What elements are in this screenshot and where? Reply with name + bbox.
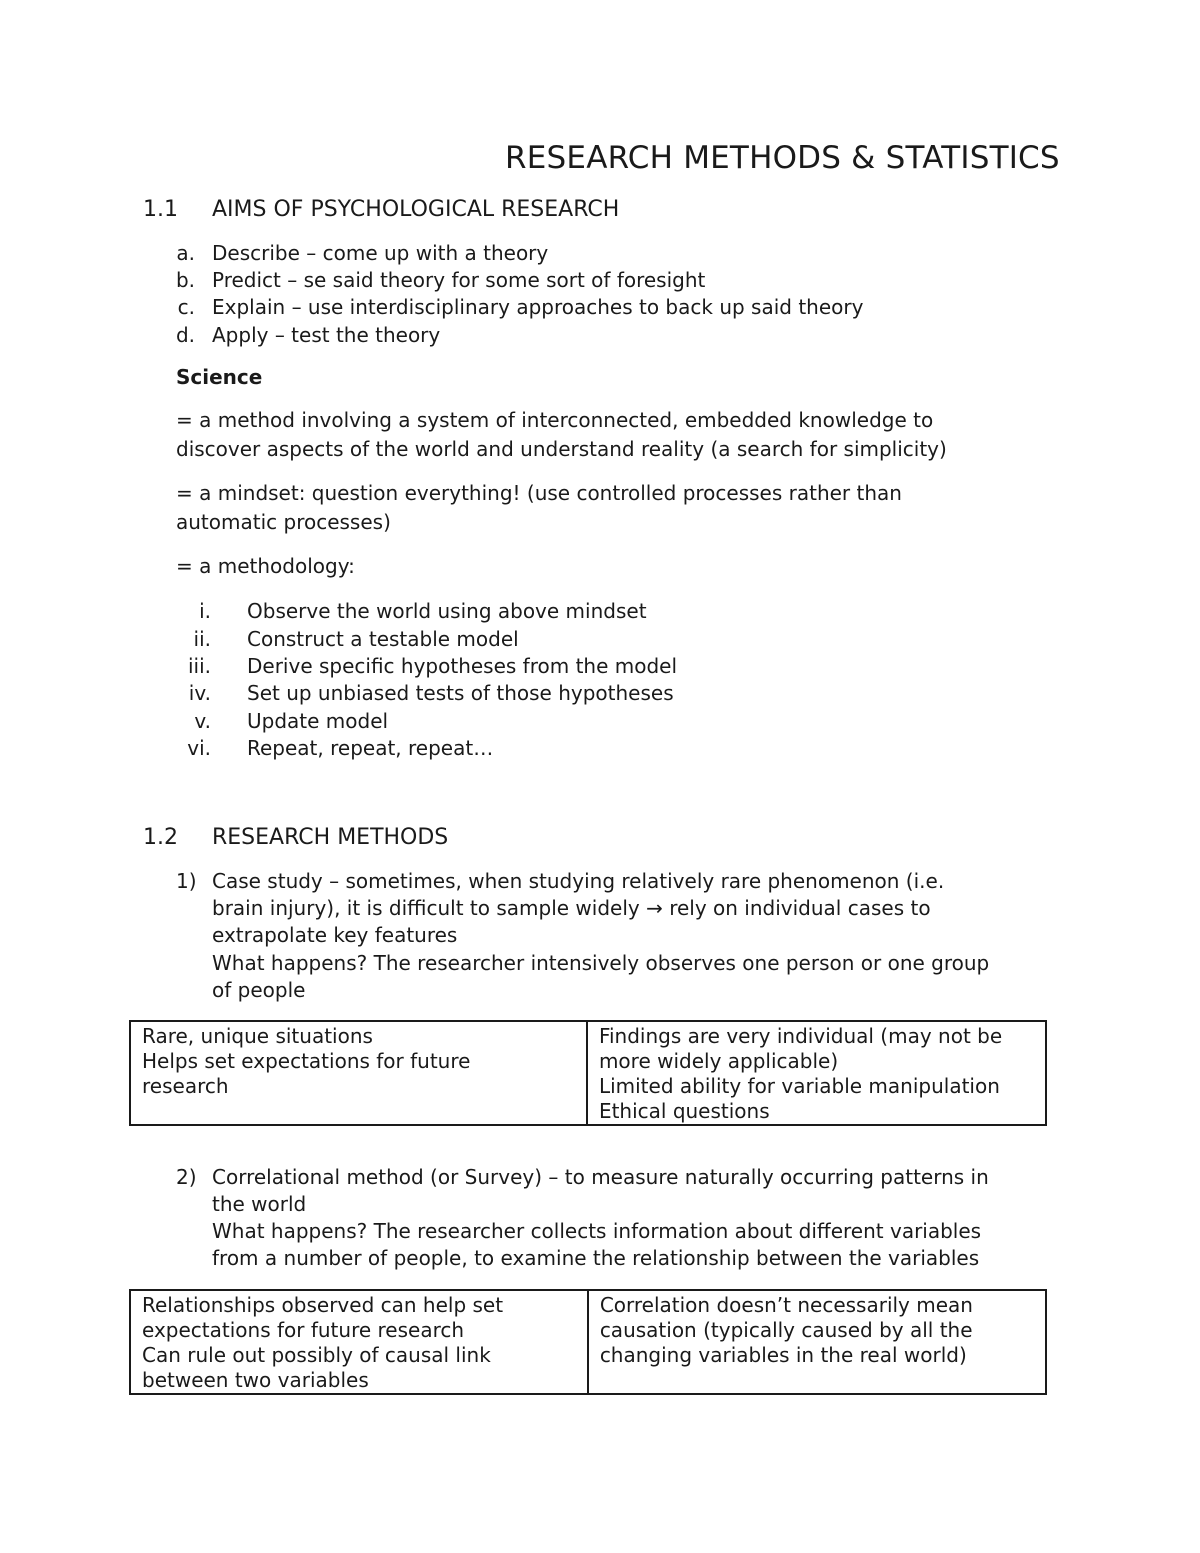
method-2-marker: 2) bbox=[176, 1165, 197, 1189]
method-1-line: Case study – sometimes, when studying relatively rare phenomenon (i.e. bbox=[212, 869, 945, 893]
pros-item: Rare, unique situations bbox=[142, 1024, 373, 1048]
method-2-line: Correlational method (or Survey) – to measure naturally occurring patterns in bbox=[212, 1165, 989, 1189]
table-row bbox=[130, 1290, 1046, 1394]
step-marker: iv. bbox=[188, 681, 211, 705]
step-marker: i. bbox=[199, 599, 211, 623]
section-2-number: 1.2 bbox=[143, 825, 178, 850]
aim-marker: c. bbox=[177, 295, 195, 319]
science-heading: Science bbox=[176, 365, 263, 389]
step-item: Construct a testable model bbox=[247, 627, 519, 651]
aim-item: Predict – se said theory for some sort of foresight bbox=[212, 268, 706, 292]
science-definition-line: = a method involving a system of interconnected, embedded knowledge to bbox=[176, 408, 934, 432]
cons-item: causation (typically caused by all the bbox=[599, 1318, 973, 1342]
step-item: Observe the world using above mindset bbox=[247, 599, 647, 623]
science-definition-line: discover aspects of the world and understand reality (a search for simplicity) bbox=[176, 437, 947, 461]
step-item: Update model bbox=[247, 709, 389, 733]
method-2-line: What happens? The researcher collects information about different variables bbox=[212, 1219, 982, 1243]
section-2-title: RESEARCH METHODS bbox=[212, 825, 449, 850]
science-definition-line: = a mindset: question everything! (use controlled processes rather than bbox=[176, 481, 902, 505]
method-1-line: extrapolate key features bbox=[212, 923, 458, 947]
cons-cell bbox=[587, 1021, 1046, 1125]
section-1-number: 1.1 bbox=[143, 197, 178, 222]
correlational-pros-cons-table bbox=[129, 1289, 1047, 1395]
aim-marker: b. bbox=[175, 268, 195, 292]
step-item: Derive specific hypotheses from the model bbox=[247, 654, 678, 678]
science-definition-line: automatic processes) bbox=[176, 510, 391, 534]
step-marker: vi. bbox=[187, 736, 211, 760]
cons-item: Correlation doesn’t necessarily mean bbox=[599, 1293, 973, 1317]
method-1-line: of people bbox=[212, 978, 306, 1002]
pros-cell bbox=[130, 1021, 587, 1125]
method-2-line: from a number of people, to examine the relationship between the variables bbox=[212, 1246, 980, 1270]
aim-item: Describe – come up with a theory bbox=[212, 241, 549, 265]
pros-item: Relationships observed can help set bbox=[142, 1293, 504, 1317]
table-row bbox=[130, 1021, 1046, 1125]
method-1-line: brain injury), it is difficult to sample widely → rely on individual cases to bbox=[212, 896, 931, 920]
pros-item: research bbox=[142, 1074, 229, 1098]
pros-item: Can rule out possibly of causal link bbox=[142, 1343, 491, 1367]
cons-cell bbox=[588, 1290, 1046, 1394]
pros-item: expectations for future research bbox=[142, 1318, 465, 1342]
cons-item: Ethical questions bbox=[598, 1099, 770, 1123]
aim-marker: a. bbox=[176, 241, 195, 265]
aim-item: Explain – use interdisciplinary approaches to back up said theory bbox=[212, 295, 864, 319]
method-1-line: What happens? The researcher intensively observes one person or one group bbox=[212, 951, 990, 975]
science-definition-line: = a methodology: bbox=[176, 554, 355, 578]
cons-item: more widely applicable) bbox=[598, 1049, 839, 1073]
pros-item: Helps set expectations for future bbox=[142, 1049, 471, 1073]
section-1-title: AIMS OF PSYCHOLOGICAL RESEARCH bbox=[212, 197, 620, 222]
step-item: Set up unbiased tests of those hypotheses bbox=[247, 681, 674, 705]
step-marker: iii. bbox=[187, 654, 211, 678]
cons-item: Limited ability for variable manipulation bbox=[598, 1074, 1000, 1098]
method-1-marker: 1) bbox=[176, 869, 197, 893]
cons-item: changing variables in the real world) bbox=[599, 1343, 967, 1367]
step-marker: v. bbox=[194, 709, 211, 733]
document-title: RESEARCH METHODS & STATISTICS bbox=[505, 140, 1060, 176]
cons-item: Findings are very individual (may not be bbox=[598, 1024, 1003, 1048]
method-2-line: the world bbox=[212, 1192, 307, 1216]
case-study-pros-cons-table bbox=[129, 1020, 1047, 1126]
aim-marker: d. bbox=[175, 323, 195, 347]
aim-item: Apply – test the theory bbox=[212, 323, 441, 347]
step-marker: ii. bbox=[193, 627, 211, 651]
pros-item: between two variables bbox=[142, 1368, 369, 1392]
pros-cell bbox=[130, 1290, 588, 1394]
step-item: Repeat, repeat, repeat… bbox=[247, 736, 494, 760]
